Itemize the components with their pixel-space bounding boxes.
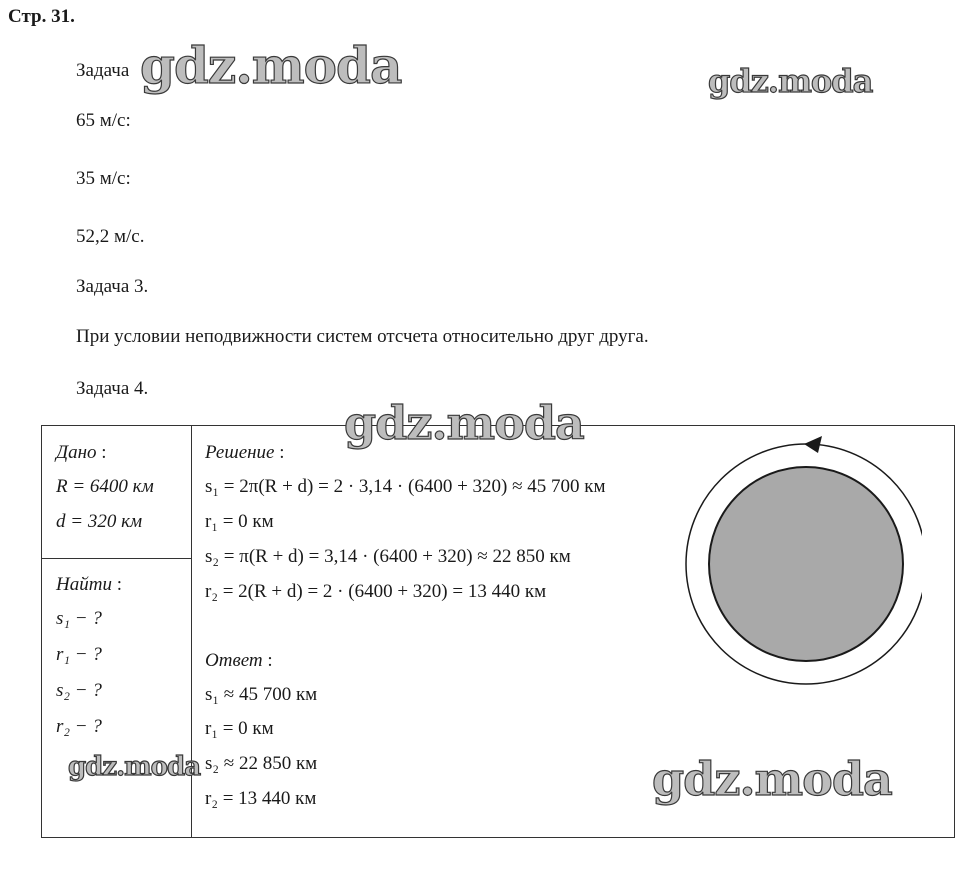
solution-step-s2: s₂ = π(R + d) = 3,14 · (6400 + 320) ≈ 22 850 км [205,546,571,567]
answer-line-65: 65 м/с: [76,110,131,131]
find-item-s1: s₁ − ? [56,608,102,629]
find-item-r1: r₁ − ? [56,644,102,665]
given-radius: R = 6400 км [56,476,154,497]
watermark-bottom-right: gdz.moda [652,752,892,806]
find-item-s2: s₂ − ? [56,680,102,701]
answer-item-r2: r₂ = 13 440 км [205,788,317,809]
answer-header: Ответ : [205,650,273,671]
task-2-heading: Задача [76,60,130,81]
task-3-heading: Задача 3. [76,276,149,297]
orbit-diagram [682,436,922,686]
watermark-top-right: gdz.moda [708,62,873,100]
task-4-heading: Задача 4. [76,378,149,399]
watermark-bottom-left: gdz.moda [68,752,201,782]
given-distance: d = 320 км [56,511,143,532]
task-3-answer: При условии неподвижности систем отсчета относительно друг друга. [76,326,649,347]
solution-step-s1: s₁ = 2π(R + d) = 2 · 3,14 · (6400 + 320) ≈ 45 700 км [205,476,606,497]
answer-item-r1: r₁ = 0 км [205,718,274,739]
find-header: Найти : [56,574,122,595]
watermark-middle: gdz.moda [344,396,584,450]
earth-circle [709,467,903,661]
given-find-divider [42,558,191,559]
solution-header: Решение : [205,442,285,463]
answer-item-s2: s₂ ≈ 22 850 км [205,753,318,774]
solution-step-r2: r₂ = 2(R + d) = 2 · (6400 + 320) = 13 440 км [205,581,547,602]
direction-arrow-icon [804,436,822,453]
answer-line-52: 52,2 м/с. [76,226,145,247]
answer-line-35: 35 м/с: [76,168,131,189]
watermark-top-left: gdz.moda [140,36,402,95]
given-header: Дано : [56,442,107,463]
solution-step-r1: r₁ = 0 км [205,511,274,532]
find-item-r2: r₂ − ? [56,716,102,737]
page-title: Стр. 31. [8,6,75,27]
answer-item-s1: s₁ ≈ 45 700 км [205,684,318,705]
